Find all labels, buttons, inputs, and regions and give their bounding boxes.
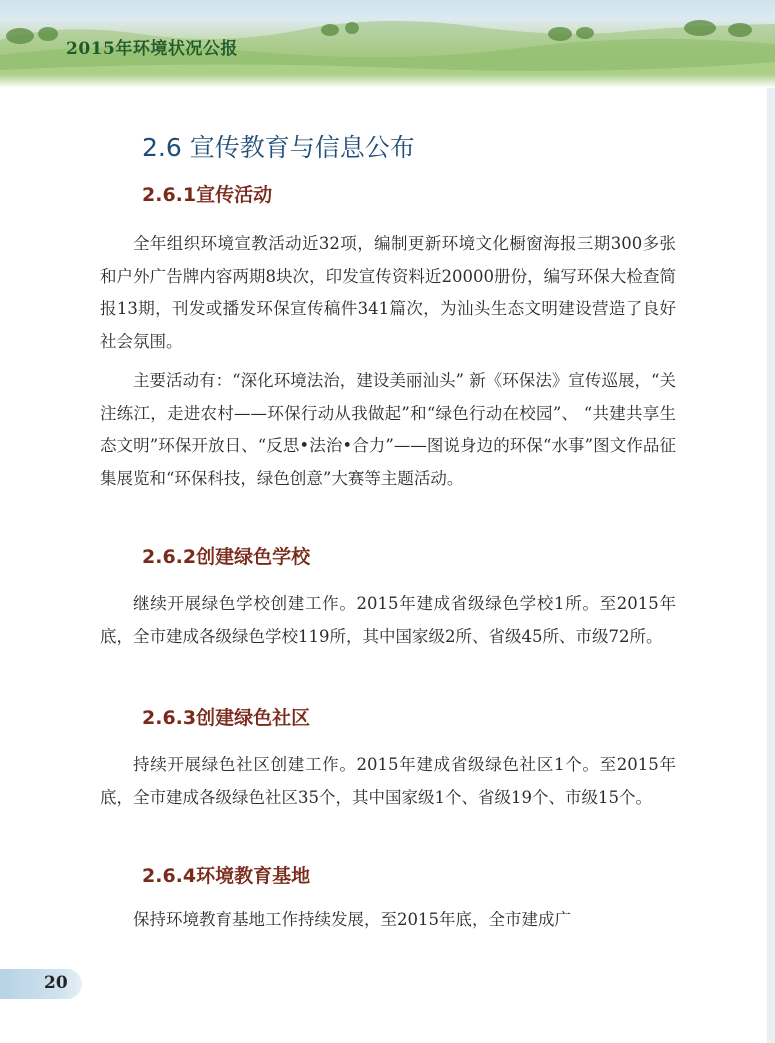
paragraph-education-bases: 保持环境教育基地工作持续发展，至2015年底，全市建成广 <box>133 910 571 929</box>
paragraph-green-communities: 持续开展绿色社区创建工作。2015年建成省级绿色社区1个。至2015年底，全市建成各级绿色社区35个，其中国家级1个、省级19个、市级15个。 <box>100 755 676 807</box>
paragraph-publicity-activities: 主要活动有：“深化环境法治，建设美丽汕头” 新《环保法》宣传巡展，“关注练江，走进农村——环保行动从我做起”和“绿色行动在校园”、 “共建共享生态文明”环保开放日、“反思•法治•合力”——图说身边的环保“水事”图文作品征集展览和“环保科技，绿色创意”大赛等主题活动。 <box>100 371 676 488</box>
page-number: 20 <box>44 973 68 993</box>
page-number-tab <box>0 969 82 999</box>
subsection-title-green-schools: 2.6.2创建绿色学校 <box>142 546 311 568</box>
page-edge-bar <box>767 88 775 1043</box>
section-title: 2.6 宣传教育与信息公布 <box>142 133 415 162</box>
subsection-title-publicity: 2.6.1宣传活动 <box>142 184 273 206</box>
report-title: 2015年环境状况公报 <box>66 39 238 59</box>
subsection-title-green-communities: 2.6.3创建绿色社区 <box>142 707 311 729</box>
paragraph-green-schools: 继续开展绿色学校创建工作。2015年建成省级绿色学校1所。至2015年底，全市建成各级绿色学校119所，其中国家级2所、省级45所、市级72所。 <box>100 594 676 646</box>
banner-fade <box>0 74 775 88</box>
header-banner <box>0 0 775 88</box>
subsection-title-education-bases: 2.6.4环境教育基地 <box>142 865 311 887</box>
paragraph-publicity-summary: 全年组织环境宣教活动近32项，编制更新环境文化橱窗海报三期300多张和户外广告牌内容两期8块次，印发宣传资料近20000册份，编写环保大检查简报13期，刊发或播发环保宣传稿件341篇次，为汕头生态文明建设营造了良好社会氛围。 <box>100 234 676 351</box>
